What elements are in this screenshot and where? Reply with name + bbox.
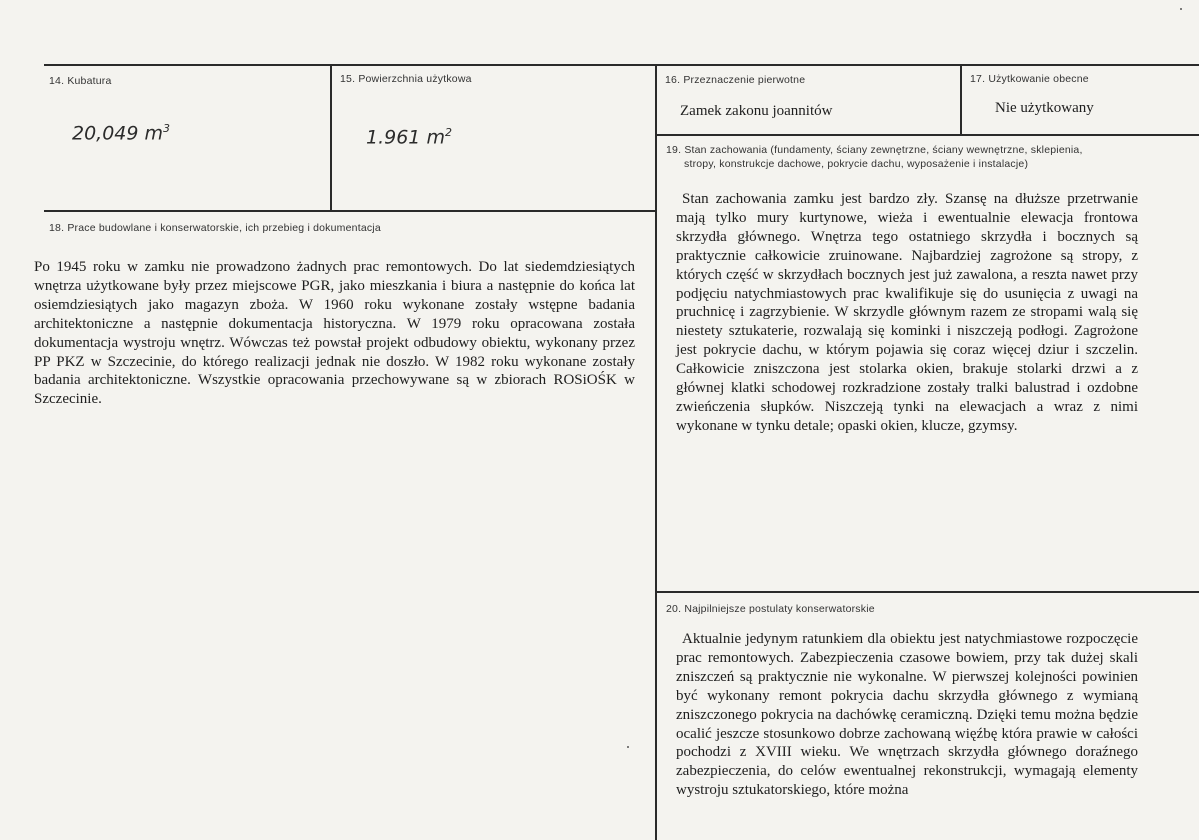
volume-exponent: 3 xyxy=(163,122,171,135)
divider-main xyxy=(655,64,657,840)
field-16-label: 16. Przeznaczenie pierwotne xyxy=(665,74,806,86)
field-19-label-line2: stropy, konstrukcje dachowe, pokrycie dachu, wyposażenie i instalacje) xyxy=(684,158,1029,170)
volume-number: 20,049 xyxy=(72,122,139,145)
volume-unit: m xyxy=(144,122,164,145)
field-16-value: Zamek zakonu joannitów xyxy=(680,103,833,119)
scan-speck xyxy=(1180,8,1182,10)
field-15-value xyxy=(366,126,452,148)
field-18-text: Po 1945 roku w zamku nie prowadzono żadnych prac remontowych. Do lat siedemdziesiątych wnętrza użytkowane były przez miejscowe PGR, jako mieszkania i biura a następnie do końca lat osiemdziesiątych jako magazyn zboża. W 1960 roku wykonane zostały wstępne badania architektoniczne a następnie dokumentacja historyczna. W 1979 roku opracowana została dokumentacja wystroju wnętrz. Wówczas też powstał projekt odbudowy obiektu, wykonany przez PP PKZ w Szczecinie, do którego realizacji jednak nie doszło. W 1982 roku wykonane zostały badania architektoniczne. Wszystkie opracowania przechowywane są w zbiorach ROSiOŚK w Szczecinie. xyxy=(34,259,635,408)
field-18-label: 18. Prace budowlane i konserwatorskie, ich przebieg i dokumentacja xyxy=(49,222,381,234)
field-17-label: 17. Użytkowanie obecne xyxy=(970,73,1089,85)
scan-speck xyxy=(627,746,629,748)
rule-section20 xyxy=(657,591,1199,593)
area-unit: m xyxy=(426,126,445,149)
area-exponent: 2 xyxy=(444,126,452,139)
divider-14-15 xyxy=(330,64,332,211)
top-rule xyxy=(44,64,1199,66)
field-20-label: 20. Najpilniejsze postulaty konserwatorskie xyxy=(666,603,875,615)
rule-row2-right xyxy=(657,134,1199,136)
divider-16-17 xyxy=(960,64,962,135)
field-17-value: Nie użytkowany xyxy=(995,100,1094,116)
field-20-text: Aktualnie jedynym ratunkiem dla obiektu jest natychmiastowe rozpoczęcie prac remontowych. Zabezpieczenia czasowe bowiem, przy tak dużej skali zniszczeń są praktycznie nie wykonalne. W pierwszej kolejności powinien być wykonany remont pokrycia dachu skrzydła głównego z wymianą zniszczonego pokrycia na dachówkę ceramiczną. Dzięki temu można będzie ocalić jeszcze stosunkowo dobrze zachowaną więźbę która prawie w całości pochodzi z XVIII wieku. We wnętrzach skrzydła głównego doraźnego zabezpieczenia, do celów ewentualnej rekonstrukcji, wymagają elementy wystroju sztukatorskiego, które można xyxy=(676,631,1138,799)
field-19-text: Stan zachowania zamku jest bardzo zły. Szansę na dłuższe przetrwanie mają tylko mury kurtynowe, wieża i ewentualnie elewacja frontowa skrzydła głównego. Wnętrza tego ostatniego skrzydła i bocznych są praktycznie całkowicie zruinowane. Najbardziej zagrożone są stropy, z których część w skrzydłach bocznych jest już zawalona, a reszta nawet przy podjęciu natychmiastowych prac kwalifikuje się do usunięcia z uwagi na pruchnicę i zagrzybienie. W skrzydle głównym razem ze stropami walą się niestety sztukaterie, rozwalają się kominki i niszczeją podłogi. Zagrożone jest pokrycie dachu, w którym pojawia się coraz więcej dziur i szczelin. Całkowicie zniszczona jest stolarka okien, brakuje stolarki drzwi a z głównej klatki schodowej rozkradzione zostały tralki balustrad i ozdobne zwieńczenia słupków. Niszczeją tynki na elewacjach a wraz z nimi wykonane w tynku detale; opaski okien, klucze, gzymsy. xyxy=(676,191,1138,434)
field-19-label-line1: 19. Stan zachowania (fundamenty, ściany zewnętrzne, ściany wewnętrzne, sklepienia, xyxy=(666,144,1083,156)
field-14-label: 14. Kubatura xyxy=(49,75,112,87)
field-14-value xyxy=(72,122,170,144)
rule-row2-left xyxy=(44,210,657,212)
area-number: 1.961 xyxy=(366,126,421,149)
field-15-label: 15. Powierzchnia użytkowa xyxy=(340,73,472,85)
